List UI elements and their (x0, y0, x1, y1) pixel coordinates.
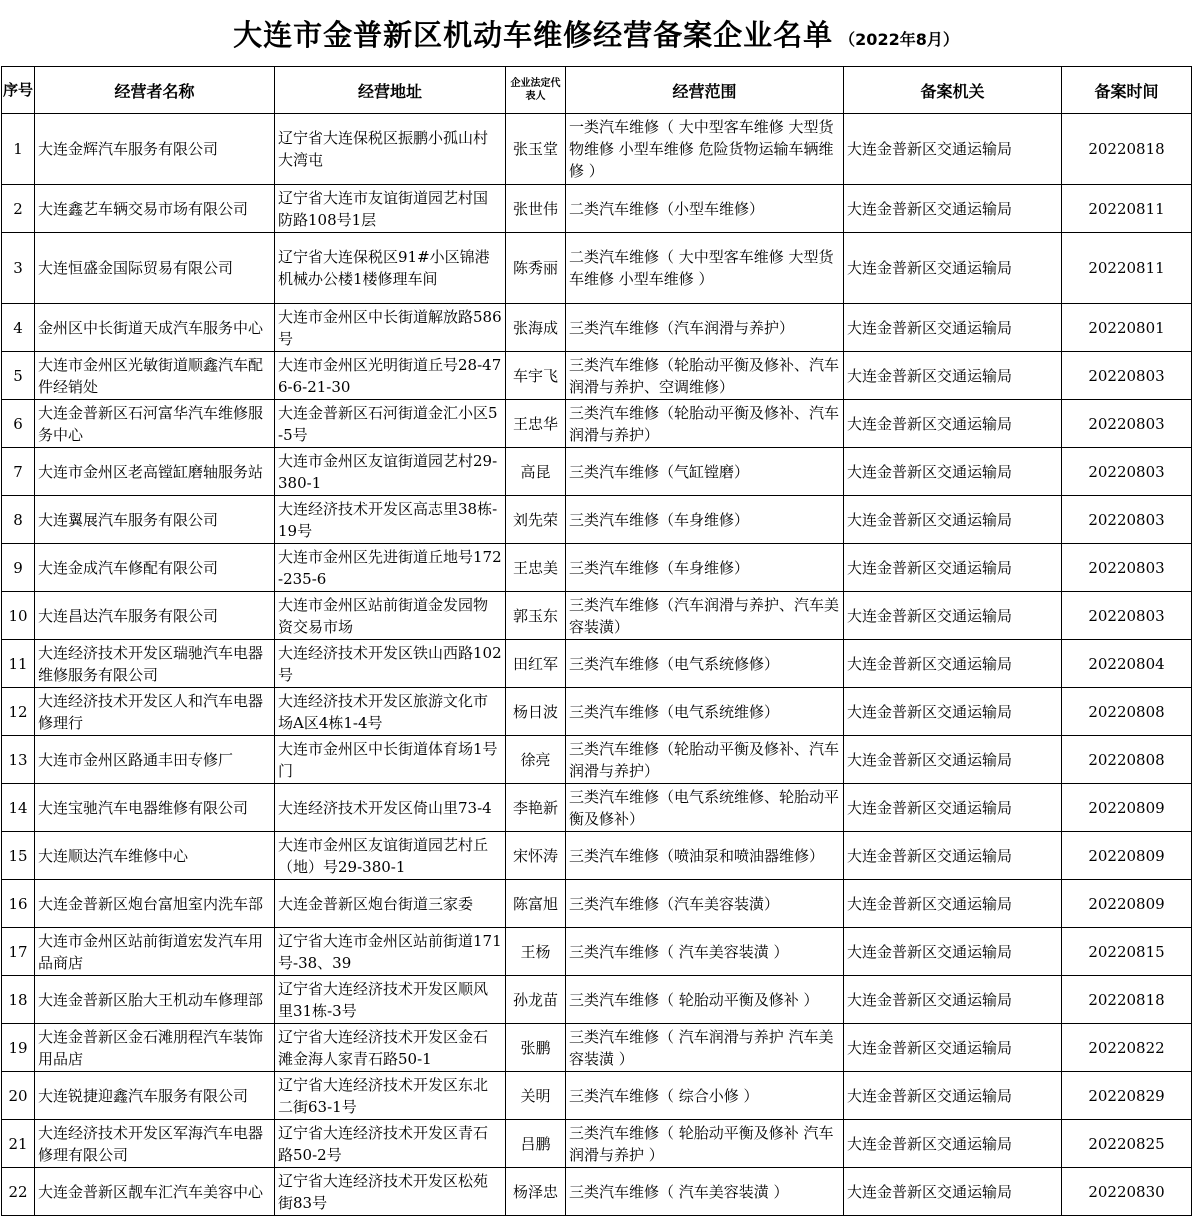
cell-filing-date: 20220803 (1062, 496, 1192, 544)
cell-legal-rep: 王忠美 (506, 544, 566, 592)
cell-operator-name: 大连金成汽车修配有限公司 (35, 544, 275, 592)
col-header-date: 备案时间 (1062, 67, 1192, 114)
cell-seq: 13 (2, 736, 35, 784)
cell-filing-agency: 大连金普新区交通运输局 (844, 736, 1062, 784)
cell-operator-name: 大连翼展汽车服务有限公司 (35, 496, 275, 544)
cell-operator-name: 大连金普新区胎大王机动车修理部 (35, 976, 275, 1024)
cell-business-scope: 三类汽车维修（喷油泵和喷油器维修） (566, 832, 844, 880)
cell-seq: 20 (2, 1072, 35, 1120)
cell-business-scope: 三类汽车维修（气缸镗磨） (566, 448, 844, 496)
cell-address: 辽宁省大连保税区91#小区锦港机械办公楼1楼修理车间 (275, 233, 506, 304)
col-header-scope: 经营范围 (566, 67, 844, 114)
cell-legal-rep: 杨泽忠 (506, 1168, 566, 1216)
cell-operator-name: 大连宝驰汽车电器维修有限公司 (35, 784, 275, 832)
cell-legal-rep: 刘先荣 (506, 496, 566, 544)
cell-filing-agency: 大连金普新区交通运输局 (844, 784, 1062, 832)
cell-address: 大连市金州区中长街道体育场1号门 (275, 736, 506, 784)
cell-operator-name: 大连经济技术开发区瑞驰汽车电器维修服务有限公司 (35, 640, 275, 688)
cell-filing-agency: 大连金普新区交通运输局 (844, 233, 1062, 304)
header-row (2, 67, 1192, 114)
cell-address: 大连金普新区石河街道金汇小区5-5号 (275, 400, 506, 448)
cell-seq: 8 (2, 496, 35, 544)
cell-business-scope: 三类汽车维修（轮胎动平衡及修补、汽车润滑与养护） (566, 736, 844, 784)
table-row (2, 1072, 1192, 1120)
cell-operator-name: 大连鑫艺车辆交易市场有限公司 (35, 185, 275, 233)
cell-operator-name: 大连金普新区炮台富旭室内洗车部 (35, 880, 275, 928)
cell-filing-agency: 大连金普新区交通运输局 (844, 185, 1062, 233)
cell-seq: 14 (2, 784, 35, 832)
cell-filing-date: 20220830 (1062, 1168, 1192, 1216)
cell-operator-name: 大连锐捷迎鑫汽车服务有限公司 (35, 1072, 275, 1120)
cell-filing-date: 20220818 (1062, 114, 1192, 185)
cell-filing-date: 20220803 (1062, 592, 1192, 640)
cell-legal-rep: 张玉堂 (506, 114, 566, 185)
cell-filing-agency: 大连金普新区交通运输局 (844, 448, 1062, 496)
cell-seq: 5 (2, 352, 35, 400)
cell-legal-rep: 车宇飞 (506, 352, 566, 400)
registry-table (1, 66, 1192, 1216)
table-body (2, 114, 1192, 1216)
cell-seq: 12 (2, 688, 35, 736)
cell-operator-name: 大连市金州区路通丰田专修厂 (35, 736, 275, 784)
cell-operator-name: 大连市金州区老高镗缸磨轴服务站 (35, 448, 275, 496)
cell-filing-date: 20220822 (1062, 1024, 1192, 1072)
cell-address: 大连市金州区先进街道丘地号172-235-6 (275, 544, 506, 592)
cell-filing-agency: 大连金普新区交通运输局 (844, 544, 1062, 592)
cell-address: 辽宁省大连经济技术开发区金石滩金海人家青石路50-1 (275, 1024, 506, 1072)
cell-filing-date: 20220811 (1062, 185, 1192, 233)
table-row (2, 400, 1192, 448)
cell-operator-name: 大连金普新区金石滩朋程汽车装饰用品店 (35, 1024, 275, 1072)
cell-filing-agency: 大连金普新区交通运输局 (844, 1120, 1062, 1168)
cell-business-scope: 三类汽车维修（ 汽车美容装潢 ） (566, 928, 844, 976)
cell-business-scope: 三类汽车维修（电气系统修修） (566, 640, 844, 688)
cell-filing-agency: 大连金普新区交通运输局 (844, 1168, 1062, 1216)
cell-address: 大连经济技术开发区旅游文化市场A区4栋1-4号 (275, 688, 506, 736)
cell-seq: 2 (2, 185, 35, 233)
cell-filing-date: 20220829 (1062, 1072, 1192, 1120)
table-row (2, 185, 1192, 233)
cell-business-scope: 三类汽车维修（汽车美容装潢） (566, 880, 844, 928)
cell-legal-rep: 吕鹏 (506, 1120, 566, 1168)
cell-address: 辽宁省大连经济技术开发区松苑街83号 (275, 1168, 506, 1216)
cell-seq: 1 (2, 114, 35, 185)
cell-seq: 4 (2, 304, 35, 352)
cell-address: 大连市金州区中长街道解放路586号 (275, 304, 506, 352)
cell-legal-rep: 宋怀涛 (506, 832, 566, 880)
cell-filing-date: 20220803 (1062, 352, 1192, 400)
cell-legal-rep: 郭玉东 (506, 592, 566, 640)
cell-filing-agency: 大连金普新区交通运输局 (844, 688, 1062, 736)
cell-legal-rep: 关明 (506, 1072, 566, 1120)
cell-legal-rep: 张鹏 (506, 1024, 566, 1072)
cell-business-scope: 三类汽车维修（轮胎动平衡及修补、汽车润滑与养护） (566, 400, 844, 448)
cell-business-scope: 三类汽车维修（电气系统维修、轮胎动平衡及修补） (566, 784, 844, 832)
cell-address: 辽宁省大连市金州区站前街道171号-38、39 (275, 928, 506, 976)
cell-legal-rep: 王忠华 (506, 400, 566, 448)
cell-legal-rep: 杨日波 (506, 688, 566, 736)
cell-address: 辽宁省大连经济技术开发区青石路50-2号 (275, 1120, 506, 1168)
table-row (2, 880, 1192, 928)
table-row (2, 688, 1192, 736)
document-header (0, 0, 1192, 66)
table-row (2, 352, 1192, 400)
cell-legal-rep: 李艳新 (506, 784, 566, 832)
cell-operator-name: 大连顺达汽车维修中心 (35, 832, 275, 880)
table-row (2, 1024, 1192, 1072)
cell-filing-agency: 大连金普新区交通运输局 (844, 592, 1062, 640)
cell-seq: 9 (2, 544, 35, 592)
cell-business-scope: 一类汽车维修（ 大中型客车维修 大型货物维修 小型车维修 危险货物运输车辆维修 ） (566, 114, 844, 185)
cell-legal-rep: 田红军 (506, 640, 566, 688)
col-header-name: 经营者名称 (35, 67, 275, 114)
cell-address: 辽宁省大连保税区振鹏小孤山村大湾屯 (275, 114, 506, 185)
cell-legal-rep: 孙龙苗 (506, 976, 566, 1024)
cell-operator-name: 大连金辉汽车服务有限公司 (35, 114, 275, 185)
cell-business-scope: 三类汽车维修（车身维修） (566, 496, 844, 544)
col-header-seq: 序号 (2, 67, 35, 114)
col-header-agency: 备案机关 (844, 67, 1062, 114)
table-row (2, 592, 1192, 640)
cell-address: 辽宁省大连经济技术开发区顺风里31栋-3号 (275, 976, 506, 1024)
cell-filing-date: 20220803 (1062, 448, 1192, 496)
cell-legal-rep: 张世伟 (506, 185, 566, 233)
cell-operator-name: 大连昌达汽车服务有限公司 (35, 592, 275, 640)
cell-filing-date: 20220815 (1062, 928, 1192, 976)
cell-legal-rep: 张海成 (506, 304, 566, 352)
cell-business-scope: 三类汽车维修（汽车润滑与养护） (566, 304, 844, 352)
cell-filing-agency: 大连金普新区交通运输局 (844, 352, 1062, 400)
table-row (2, 114, 1192, 185)
cell-address: 大连市金州区光明街道丘号28-476-6-21-30 (275, 352, 506, 400)
cell-business-scope: 三类汽车维修（车身维修） (566, 544, 844, 592)
cell-business-scope: 三类汽车维修（汽车润滑与养护、汽车美容装潢） (566, 592, 844, 640)
cell-filing-date: 20220808 (1062, 736, 1192, 784)
col-header-address: 经营地址 (275, 67, 506, 114)
table-row (2, 640, 1192, 688)
cell-business-scope: 三类汽车维修（轮胎动平衡及修补、汽车润滑与养护、空调维修） (566, 352, 844, 400)
cell-filing-agency: 大连金普新区交通运输局 (844, 640, 1062, 688)
cell-filing-agency: 大连金普新区交通运输局 (844, 880, 1062, 928)
cell-seq: 7 (2, 448, 35, 496)
cell-seq: 15 (2, 832, 35, 880)
cell-filing-date: 20220818 (1062, 976, 1192, 1024)
cell-address: 大连经济技术开发区高志里38栋-19号 (275, 496, 506, 544)
cell-seq: 11 (2, 640, 35, 688)
cell-filing-date: 20220809 (1062, 880, 1192, 928)
cell-seq: 10 (2, 592, 35, 640)
cell-operator-name: 大连市金州区光敏街道顺鑫汽车配件经销处 (35, 352, 275, 400)
cell-filing-agency: 大连金普新区交通运输局 (844, 114, 1062, 185)
cell-filing-agency: 大连金普新区交通运输局 (844, 976, 1062, 1024)
cell-address: 大连市金州区友谊街道园艺村丘（地）号29-380-1 (275, 832, 506, 880)
table-row (2, 448, 1192, 496)
cell-business-scope: 三类汽车维修（ 汽车润滑与养护 汽车美容装潢 ） (566, 1024, 844, 1072)
cell-seq: 22 (2, 1168, 35, 1216)
cell-business-scope: 三类汽车维修（ 轮胎动平衡及修补 汽车润滑与养护 ） (566, 1120, 844, 1168)
cell-address: 大连经济技术开发区铁山西路102号 (275, 640, 506, 688)
cell-business-scope: 三类汽车维修（ 汽车美容装潢 ） (566, 1168, 844, 1216)
table-header (2, 67, 1192, 114)
cell-filing-date: 20220825 (1062, 1120, 1192, 1168)
cell-operator-name: 大连恒盛金国际贸易有限公司 (35, 233, 275, 304)
cell-operator-name: 金州区中长街道天成汽车服务中心 (35, 304, 275, 352)
cell-seq: 6 (2, 400, 35, 448)
cell-operator-name: 大连金普新区石河富华汽车维修服务中心 (35, 400, 275, 448)
cell-business-scope: 三类汽车维修（电气系统维修） (566, 688, 844, 736)
cell-address: 大连市金州区站前街道金发园物资交易市场 (275, 592, 506, 640)
document-title: 大连市金普新区机动车维修经营备案企业名单 (233, 17, 834, 52)
cell-legal-rep: 王杨 (506, 928, 566, 976)
document-subtitle: （2022年8月） (839, 29, 959, 49)
cell-operator-name: 大连经济技术开发区军海汽车电器修理有限公司 (35, 1120, 275, 1168)
cell-filing-date: 20220803 (1062, 544, 1192, 592)
table-row (2, 544, 1192, 592)
cell-legal-rep: 陈富旭 (506, 880, 566, 928)
cell-address: 大连金普新区炮台街道三家委 (275, 880, 506, 928)
table-row (2, 736, 1192, 784)
cell-legal-rep: 陈秀丽 (506, 233, 566, 304)
table-row (2, 976, 1192, 1024)
table-row (2, 1120, 1192, 1168)
table-row (2, 832, 1192, 880)
cell-filing-date: 20220808 (1062, 688, 1192, 736)
table-row (2, 784, 1192, 832)
cell-filing-agency: 大连金普新区交通运输局 (844, 928, 1062, 976)
table-row (2, 233, 1192, 304)
cell-seq: 17 (2, 928, 35, 976)
cell-business-scope: 二类汽车维修（ 大中型客车维修 大型货车维修 小型车维修 ） (566, 233, 844, 304)
cell-filing-date: 20220811 (1062, 233, 1192, 304)
cell-filing-date: 20220804 (1062, 640, 1192, 688)
col-header-rep: 企业法定代表人 (506, 67, 566, 114)
cell-legal-rep: 高昆 (506, 448, 566, 496)
cell-filing-agency: 大连金普新区交通运输局 (844, 304, 1062, 352)
cell-seq: 18 (2, 976, 35, 1024)
table-row (2, 1168, 1192, 1216)
cell-address: 辽宁省大连市友谊街道园艺村国防路108号1层 (275, 185, 506, 233)
cell-filing-date: 20220801 (1062, 304, 1192, 352)
cell-filing-agency: 大连金普新区交通运输局 (844, 400, 1062, 448)
cell-operator-name: 大连经济技术开发区人和汽车电器修理行 (35, 688, 275, 736)
cell-filing-agency: 大连金普新区交通运输局 (844, 1072, 1062, 1120)
cell-business-scope: 二类汽车维修（小型车维修） (566, 185, 844, 233)
cell-filing-date: 20220803 (1062, 400, 1192, 448)
table-row (2, 928, 1192, 976)
cell-address: 大连市金州区友谊街道园艺村29-380-1 (275, 448, 506, 496)
table-row (2, 304, 1192, 352)
cell-business-scope: 三类汽车维修（ 轮胎动平衡及修补 ） (566, 976, 844, 1024)
cell-seq: 21 (2, 1120, 35, 1168)
cell-filing-date: 20220809 (1062, 832, 1192, 880)
cell-seq: 19 (2, 1024, 35, 1072)
cell-filing-agency: 大连金普新区交通运输局 (844, 496, 1062, 544)
cell-filing-agency: 大连金普新区交通运输局 (844, 832, 1062, 880)
cell-operator-name: 大连金普新区靓车汇汽车美容中心 (35, 1168, 275, 1216)
table-row (2, 496, 1192, 544)
cell-legal-rep: 徐亮 (506, 736, 566, 784)
cell-operator-name: 大连市金州区站前街道宏发汽车用品商店 (35, 928, 275, 976)
cell-address: 大连经济技术开发区倚山里73-4 (275, 784, 506, 832)
cell-filing-date: 20220809 (1062, 784, 1192, 832)
cell-filing-agency: 大连金普新区交通运输局 (844, 1024, 1062, 1072)
cell-seq: 16 (2, 880, 35, 928)
cell-seq: 3 (2, 233, 35, 304)
cell-address: 辽宁省大连经济技术开发区东北二街63-1号 (275, 1072, 506, 1120)
cell-business-scope: 三类汽车维修（ 综合小修 ） (566, 1072, 844, 1120)
